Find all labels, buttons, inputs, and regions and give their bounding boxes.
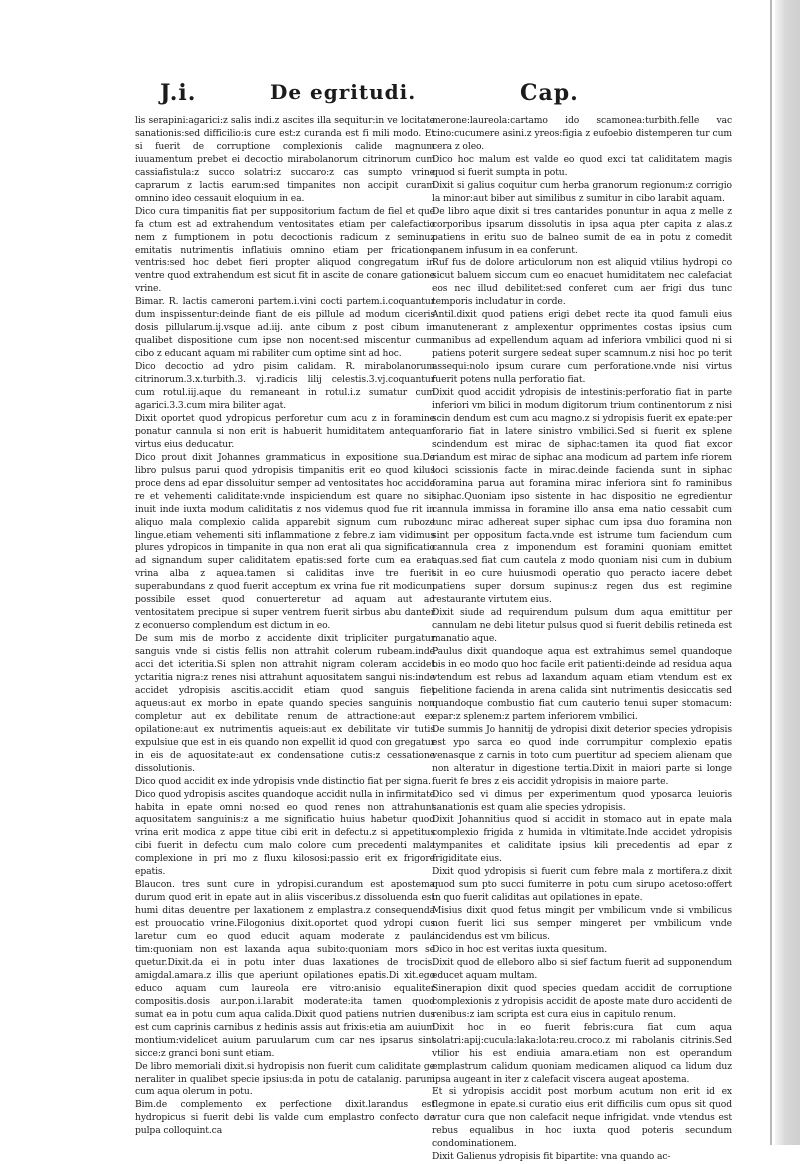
text-paragraph: Blaucon. tres sunt cure in ydropisi.curandum est apostema durum quod erit in epate aut in aliis visceribus.z dissoluenda est humi ditas deuentre per laxationem z emplastra.z consequenda est prouocatio vrine.Filogonius dixit.oportet quod ydropi cus laretur cum eo quod educit aquam moderate z paula tim:quoniam non est laxanda aqua subito:quoniam mors se quetur.Dixit.da ei in potu inter duas laxationes de trocis. amigdal.amara.z illis que aperiunt opilationes epatis.Di xit.ego educo aquam cum laureola ere vitro:anisio equaliter compositis.dosis aur.pon.i.larabit moderate:ita tamen quod sumat ea in potu cum aqua calida.Dixit quod patiens nutrien dus est cum caprinis carnibus z hedinis assis aut frixis:etia am auium montium:videlicet auium paruularum cum car nes ipsarus sint sicce:z granci boni sunt etiam. — [135, 879, 435, 1059]
text-paragraph: De summis Jo hannitij de ydropisi dixit deterior species ydropisis est ypo sarca eo quod inde corrumpitur complexio epatis venasque z carnis in toto cum puertitur ad speciem alienam que non alteratur in digestione tertia.Dixit in maiori parte si longe fuerit fe bres z eis accidit ydropisis in maiore parte. — [432, 723, 732, 787]
text-paragraph: Dico cura timpanitis fiat per suppositorium factum de fiel et que fa ctum est ad extrahendum ventositates etiam per calefactio nem z fumptionem in potu decoctionis radicum z seminuz emitatis nutrimentis inflatiuis omnino etiam per fricatione ventris:sed hoc debet fieri propter aliquod congregatum in ventre quod extrahendum est sicut fit in ascite de conare gatione vrine. — [135, 205, 435, 295]
text-paragraph: De libro aque dixit si tres cantarides ponuntur in aqua z melle z corporibus ipsarum dissolutis in ipsa aqua pter capita z alas.z patiens in eritu suo de balneo sumit de ea in potu z comedit panem infusum in ea conferunt. — [432, 205, 732, 256]
text-paragraph: Misius dixit quod fetus mingit per vmbilicum vnde si vmbilicus non fuerit lici sus semper mingeret per vmbilicum vnde incidendus est vm bilicus. — [432, 905, 732, 943]
text-paragraph: Dico sed vi dimus per experimentum quod yposarca leuioris sanationis est quam alie species ydropisis. — [432, 788, 732, 813]
running-head-left: J.i. — [160, 80, 197, 106]
running-head-center: De egritudi. — [270, 80, 417, 104]
text-paragraph: merone:laureola:cartamo ido scamonea:turbith.felle vac cino:cucumere asini.z yreos:figia z eufoebio distemperen tur cum cera z oleo. — [432, 115, 732, 152]
text-paragraph: Dico quod accidit ex inde ydropisis vnde distinctio fiat per signa. — [135, 775, 431, 787]
text-paragraph: Ruf fus de dolore articulorum non est aliquid vtilius hydropi co sicut baluem siccum cum eo enacuet humiditatem nec calefaciat eos nec illud debilitet:sed conferet cum aer frigi dus tunc temporis includatur in corde. — [432, 257, 732, 308]
text-paragraph: Dixit Johannitius quod si accidit in stomaco aut in epate mala complexio frigida z humida in vltimitate.Inde accidet ydropisis tympanites et caliditate ipsius kili precedentis ad epar z frigiditate eius. — [432, 814, 732, 865]
text-paragraph: Dixit quod accidit ydropisis de intestinis:perforatio fiat in parte inferiori vm bilici in modum digitorum trium continentorum z nisi scin dendum est cum acu magno.z si ydropisis fuerit ex epate:per forario fiat in latere sinistro vmbilici.Sed si fuerit ex splene scindendum est mirac de siphac:tamen ita quod fiat excor riandum est mirac de siphac ana modicum ad partem infe riorem loci scissionis facte in mirac.deinde facienda sunt in siphac foramina parua aut foramina mirac inferiora sint fo raminibus siphac.Quoniam ipso sistente in hac dispositio ne egredientur cannula immissa in foramine illo ansa ema natio cessabit cum tunc mirac adhereat super siphac cum ipsa duo foramina non sint per oppositum facta.vnde est istrume tum faciendum cum cannula crea z imponendum est foramini quoniam emittet aquas.sed fiat cum cautela z modo quoniam nisi cum in dubium sit in eo cure huiusmodi operatio quo peracto iacere debet patiens super dorsum supinus:z regen dus est regimine restaurante virtutem eius. — [432, 387, 732, 606]
text-paragraph: Dico decoctio ad ydro pisim calidam. R. mirabolanorum citrinorum.3.x.turbith.3. vj.radicis lilij celestis.3.vj.coquantur cum rotul.iij.aque du remaneant in rotul.i.z sumatur cum agarici.3.3.cum mira biliter agat. — [135, 361, 435, 411]
text-paragraph: Dixit quod de elleboro albo si sief factum fuerit ad supponendum educet aquam multam. — [432, 956, 732, 981]
text-paragraph: Et si ydropisis accidit post morbum acutum non erit id ex flegmone in epate.si curatio eius erit difficilis cum opus sit quod vratur cura que non calefacit neque infrigidat. vnde vtendus est rebus equalibus in hoc iuxta quod poteris secundum condominationem. — [432, 1086, 732, 1150]
text-paragraph: Sinerapion dixit quod species quedam accidit de corruptione complexionis z ydropisis accidit de aposte mate duro accidenti de renibus:z iam scripta est cura eius in capitulo renum. — [432, 982, 732, 1020]
text-paragraph: Dixit siude ad requirendum pulsum dum aqua emittitur per cannulam ne debi litetur pulsus quod si fuerit debilis retineda est manatio aque. — [432, 607, 732, 645]
text-paragraph: De libro memoriali dixit.si hydropisis non fuerit cum caliditate ge neraliter in qualibet specie ipsius:da in potu de catalanig. parum cum aqua olerum in potu. — [135, 1060, 435, 1098]
text-paragraph: Dico prout dixit Johannes grammaticus in expositione sua.De libro pulsus parui quod ydropisis timpanitis erit eo quod kilus proce dens ad epar dissoluitur semper ad ventositates hoc accide re et vehementi caliditate:vnde inspiciendum est quare no sit inuit inde iuxta modum caliditatis z nos videmus quod fue rit in aliquo mala complexio calida apparebit signum cum ruboze lingue.etiam vehementi siti inflammatione z febre.z iam vidimus plures ydropicos in timpanite in qua non erat ali qua significatio ad signandum super caliditatem epatis:sed forte cum ea erat vrina alba z aquea.tamen si caliditas inve tre fuerit superabundans z quod fuerit acceptum ex vrina fue rit modicum possibile esset quod conuerteretur ad aquam aut ad ventositatem precipue si super ventrem fuerit sirbus abu danter z econuerso complendum est dictum in eo. — [135, 451, 435, 632]
text-paragraph: Bimar. R. lactis cameroni partem.i.vini cocti partem.i.coquantur dum inspissentur:deinde fiant de eis pillule ad modum ciceris dosis pillularum.ij.vsque ad.iij. ante cibum z post cibum in qualibet dispositione cum ipse non nocent:sed miscentur cum cibo z educant aquam mi rabiliter cum optime sint ad hoc. — [135, 296, 435, 360]
text-paragraph: Dico hoc malum est valde eo quod exci tat caliditatem magis quod si fuerit sumpta in potu. — [432, 153, 732, 178]
text-paragraph: Antil.dixit quod patiens erigi debet recte ita quod famuli eius manutenerant z amplexentur opprimentes costas ipsius cum manibus ad expellendum aquam ad inferiora vmbilici quod ni si patiens poterit surgere sedeat super scamnum.z nisi hoc po terit assequi:nolo ipsum curare cum perforatione.vnde nisi virtus fuerit potens nulla perforatio fiat. — [432, 309, 732, 386]
text-paragraph: De sum mis de morbo z accidente dixit tripliciter purgatur sanguis vnde si cistis fellis non attrahit colerum rubeam.inde acci det icteritia.Si splen non attrahit nigram coleram accidet yctaritia nigra:z renes nisi attrahunt aquositatem sangui nis:inde accidet ydropisis ascitis.accidit etiam quod sanguis fiet aqueus:aut ex morbo in epate quando species sanguinis non completur aut ex debilitate renum de attractione:aut ex opilatione:aut ex nutrimentis aqueis:aut ex debilitate vir tutis expulsiue que est in eis quando non expellit id quod con gregatur in eis de aquositate:aut ex condensatione cutis:z cessatione dissolutionis. — [135, 633, 435, 774]
text-paragraph: lis serapini:agarici:z salis indi.z ascites illa sequitur:in ve locitate sanationis:sed difficilio:is cure est:z curanda est fi mili modo. Et si fuerit de corruptione complexionis calide magnum iuuamentum prebet ei decoctio mirabolanorum citrinorum cum cassiafistula:z succo solatri:z succaro:z cas sumpto vrine caprarum z lactis earum:sed timpanites non accipit curam omnino ideo cessauit eloquium in ea. — [135, 115, 435, 204]
text-paragraph: Dixit si galius coquitur cum herba granorum regionum:z corrigio la minor:aut biber aut similibus z sumitur in cibo larabit aquam. — [432, 179, 732, 204]
text-paragraph: Bim.de complemento ex perfectione dixit.larandus est hydropicus si fuerit debi lis valde cum emplastro confecto de pulpa colloquint.ca — [135, 1099, 435, 1137]
text-paragraph: Dixit quod ydropisis si fuerit cum febre mala z mortifera.z dixit quod sum pto succi fumiterre in potu cum sirupo acetoso:offert in quo fuerit caliditas aut opilationes in epate. — [432, 866, 732, 904]
text-paragraph: Dico quod ydropisis ascites quandoque accidit nulla in infirmitate habita in epate omni no:sed eo quod renes non attrahunt aquositatem sanguinis:z a me significatio huius habetur quod vrina erit modica z appe titue cibi erit in defectu.z si appetitus cibi fuerit in defectu cum malo colore cum precedenti mala complexione in pri mo z fluxu kilososi:passio erit ex frigore epatis. — [135, 788, 435, 878]
text-paragraph: Dixit hoc in eo fuerit febris:cura fiat cum aqua solatri:apij:cucula:laka:lota:reu.croco.z mi rabolanis citrinis.Sed vtilior his est endiuia amara.etiam non est operandum emplastrum calidum quoniam medicamen aliquod ca lidum duz ipsa augeant in iter z calefacit viscera augeat apostema. — [432, 1021, 732, 1085]
text-paragraph: Paulus dixit quandoque aqua est extrahimus semel quandoque bis in eo modo quo hoc facile erit patienti:deinde ad residua aqua vtendum est rebus ad laxandum aquam etiam vtendum est ex pelitione facienda in arena calida sint nutrimentis desiccatis sed quandoque combustio fiat cum cauterio tenui super stomacum: epar:z splenem:z partem inferiorem vmbilici. — [432, 646, 732, 722]
text-paragraph: Dixit Galienus ydropisis fit bipartite: vna quando ac- — [432, 1151, 671, 1163]
scan-gutter-line — [770, 0, 772, 1145]
scan-page-edge — [775, 0, 800, 1145]
text-paragraph: Dico in hoc est veritas iuxta quesitum. — [432, 944, 608, 955]
text-paragraph: Dixit oportet quod ydropicus perforetur cum acu z in foramine ponatur cannula si non erit is habuerit humiditatem antequam virtus eius deducatur. — [135, 412, 435, 450]
text-column-left — [135, 115, 435, 1137]
text-column-right — [432, 115, 732, 1163]
running-head-right: Cap. — [520, 80, 579, 106]
